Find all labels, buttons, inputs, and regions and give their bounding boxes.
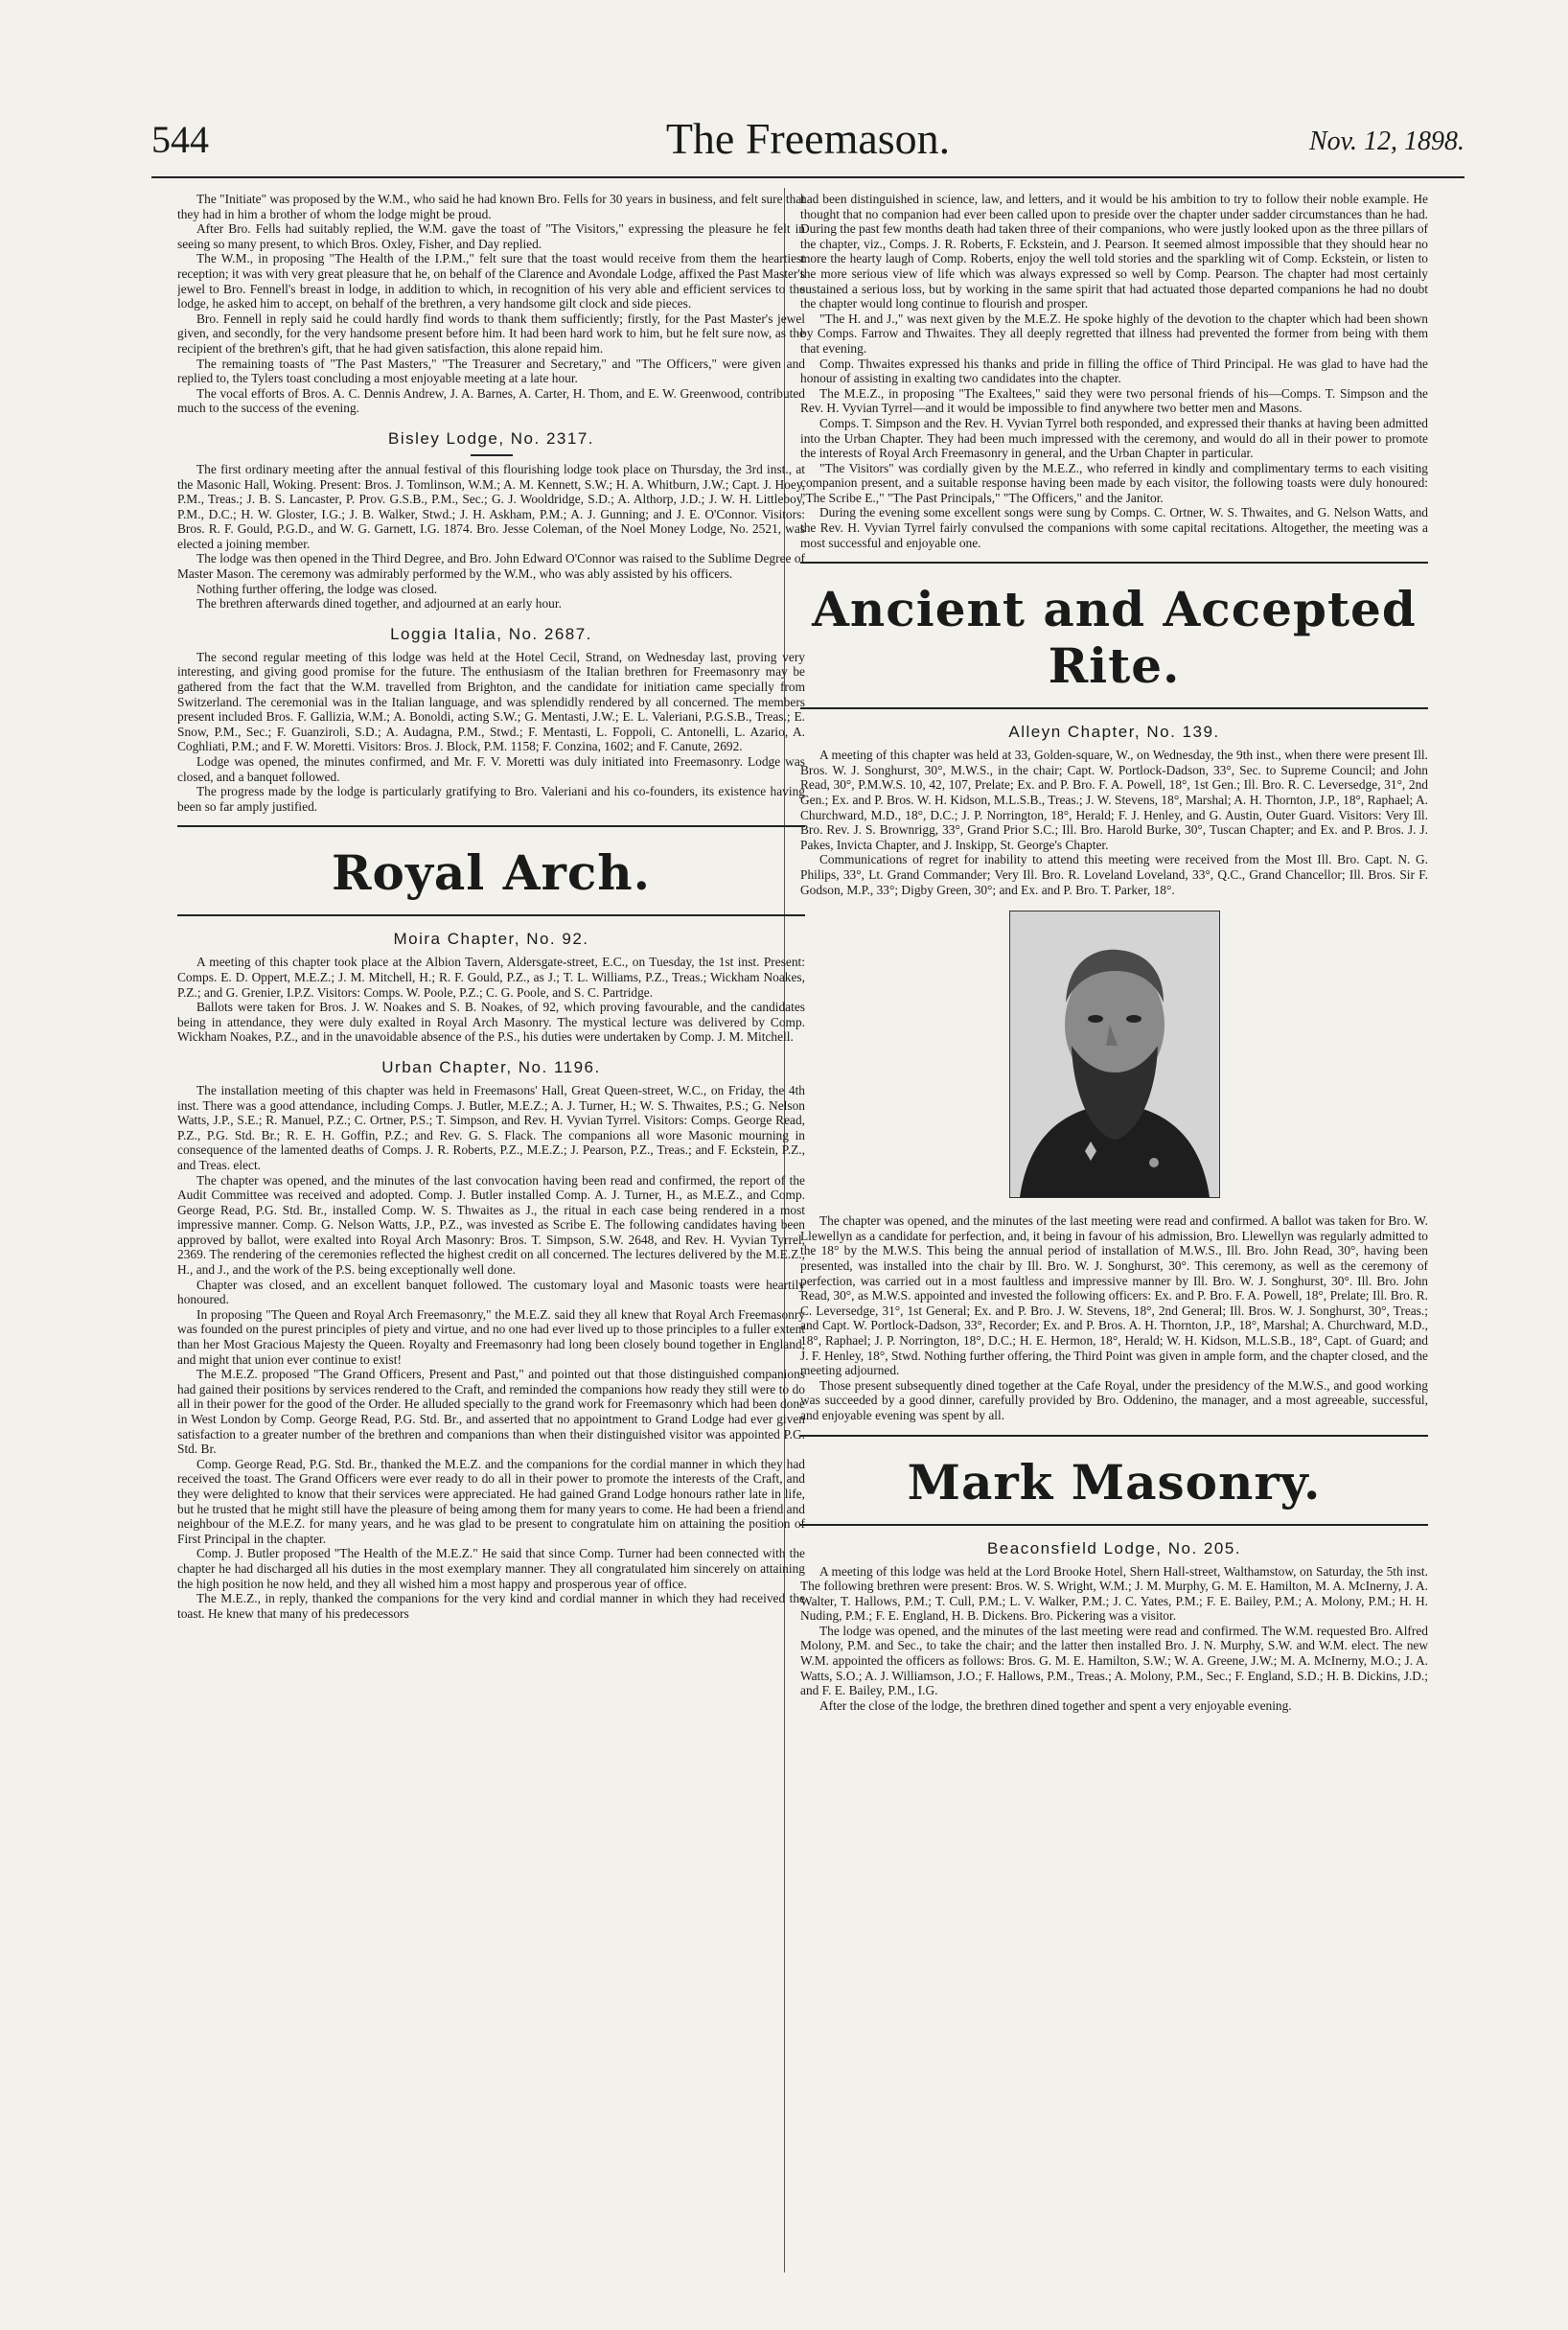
heading-rule xyxy=(471,454,513,456)
paragraph: The installation meeting of this chapter was held in Freemasons' Hall, Great Queen-street, W.C., on Friday, the 4th inst. There was a good attendance, including Comps. J. Butler, M.E.Z.; A. J. Turner, H.; W. S. Thwaites, P.S.; G. Nelson Watts, J.P., S.E.; R. Manuel, P.Z.; C. Ortner, P.S.; T. Simpson, and Rev. H. Vyvian Tyrrel. Visitors: Comps. George Read, P.Z., P.G. Std. Br.; R. E. H. Goffin, P.Z.; and Rev. G. S. Flack. The companions all wore Masonic mourning in consequence of the lamented deaths of Comps. J. R. Roberts, P.Z., M.E.Z.; J. Pearson, P.Z., Treas.; and F. Eckstein, P.Z., and Treas. elect. xyxy=(177,1082,805,1172)
page-number: 544 xyxy=(151,118,209,161)
publication-title: The Freemason. xyxy=(665,114,951,163)
paragraph: Comp. J. Butler proposed "The Health of the M.E.Z." He said that since Comp. Turner had been connected with the chapter he had discharged all his duties in the most exemplary manner. They all congratulated him sincerely on attaining the high position he now held, and they all wished him a most happy and prosperous year of office. xyxy=(177,1546,805,1591)
paragraph: During the evening some excellent songs were sung by Comps. C. Ortner, W. S. Thwaites, and G. Nelson Watts, and the Rev. H. Vyvian Tyrrel fairly convulsed the companions with some capital recitations. Altogether, the meeting was a most successful and enjoyable one. xyxy=(800,505,1428,550)
alleyn-chapter-heading: Alleyn Chapter, No. 139. xyxy=(1008,723,1220,742)
paragraph: Ballots were taken for Bros. J. W. Noakes and S. B. Noakes, of 92, which proving favourable, and the candidates being in attendance, they were duly exalted in Royal Arch Masonry. The mystical lecture was delivered by Comp. Wickham Noakes, P.Z., and in the unavoidable absence of the P.S., his duties were undertaken by Comp. J. M. Mitchell. xyxy=(177,1000,805,1045)
masthead xyxy=(151,114,1464,176)
paragraph: "The Visitors" was cordially given by the M.E.Z., who referred in kindly and complimentary terms to each visiting companion present, and a suitable response having been made by each visitor, the following toasts were duly honoured: "The Scribe E.," "The Past Principals," "The Officers," and the Janitor. xyxy=(800,460,1428,505)
paragraph: The chapter was opened, and the minutes of the last convocation having been read and confirmed, the report of the Audit Committee was received and adopted. Comp. J. Butler installed Comp. A. J. Turner, H., as M.E.Z., and Comp. George Read, P.G. Std. Br., installed Comp. W. S. Thwaites as J., the ritual in each case being rendered in a most impressive manner. Comp. G. Nelson Watts, J.P., P.Z., was invested as Scribe E. The following candidates having been approved by ballot, were exalted into Royal Arch Masonry: Bros. T. Simpson, S.W. 2648, and Rev. H. Vyvian Tyrrel, 2369. The rendering of the ceremonies reflected the highest credit on all concerned. The lectures delivered by the M.E.Z., H., and J., and the work of the P.S. being exceptionally well done. xyxy=(177,1172,805,1278)
paragraph: had been distinguished in science, law, and letters, and it would be his ambition to try to follow their noble example. He thought that no companion had ever been called upon to preside over the chapter under sadder circumstances than he had. During the past few months death had taken three of their companions, who were justly looked upon as the three pillars of the chapter, viz., Comps. J. R. Roberts, F. Eckstein, and J. Pearson. It seemed almost impossible that they should hear no more the hearty laugh of Comp. Roberts, enjoy the well told stories and the sparkling wit of Comp. Eckstein, or listen to the more serious view of life which was always expressed so well by Comp. Pearson. The chapter had most certainly sustained a serious loss, but by working in the same spirit that had actuated those departed companions he had no doubt the chapter would long continue to flourish and prosper. xyxy=(800,192,1428,311)
paragraph: "The H. and J.," was next given by the M.E.Z. He spoke highly of the devotion to the chapter which had been shown by Comps. Farrow and Thwaites. They all deeply regretted that illness had prevented the former from being with them that evening. xyxy=(800,311,1428,356)
paragraph: The remaining toasts of "The Past Masters," "The Treasurer and Secretary," and "The Officers," were given and replied to, the Tylers toast concluding a most enjoyable meeting at a late hour. xyxy=(177,356,805,386)
paragraph: The "Initiate" was proposed by the W.M., who said he had known Bro. Fells for 30 years in business, and felt sure that they had in him a brother of whom the lodge might be proud. xyxy=(177,192,805,221)
paragraph: The lodge was opened, and the minutes of the last meeting were read and confirmed. The W.M. requested Bro. Alfred Molony, P.M. and Sec., to take the chair; and the latter then installed Bro. J. N. Murphy, S.W. and W.M. elect. The new W.M. appointed the officers as follows: Bros. G. M. E. Hamilton, S.W.; W. A. Greene, J.W.; M. A. McInerny, M.O.; J. A. Watts, S.O.; A. J. Williamson, J.O.; F. Hallows, P.M., Treas.; A. Molony, P.M., Sec.; F. England, S.D.; H. B. Dickins, J.D.; and F. E. Bailey, P.M., I.G. xyxy=(800,1623,1428,1698)
left-column xyxy=(177,192,805,2272)
paragraph: Communications of regret for inability to attend this meeting were received from the Most Ill. Bro. Capt. N. G. Philips, 33°, Lt. Grand Commander; Very Ill. Bro. R. Loveland Loveland, 33°, Q.C., Grand Chancellor; Ill. Bros. Sir F. Godson, M.P., 33°; Digby Green, 30°; and Ex. and P. Bro. T. Parker, 18°. xyxy=(800,852,1428,897)
bearded-man-portrait xyxy=(1010,911,1219,1197)
royal-arch-heading: Royal Arch. xyxy=(331,844,652,902)
paragraph: A meeting of this chapter was held at 33, Golden-square, W., on Wednesday, the 9th inst., when there were present Ill. Bros. W. J. Songhurst, 30°, M.W.S., in the chair; Capt. W. Portlock-Dadson, 33°, Sec. to Supreme Council; and John Read, 30°, P.M.W.S. 10, 42, 107, Prelate; Ex. and P. Bro. F. A. Powell, 18°, 1st Gen.; Ill. Bro. R. C. Leversedge, 31°, 2nd Gen.; Ex. and P. Bros. W. H. Kidson, M.L.S.B., Treas.; J. W. Stevens, 18°, Marshal; A. H. Thornton, J.P., 18°, Raphael; A. Churchward, M.D., 18°, D.C.; J. P. Norrington, 18°, Herald; F. J. Henley, and G. Austin, Outer Guard. Visitors: Very Ill. Bro. Rev. J. S. Brownrigg, 33°, Grand Prior S.C.; Ill. Bro. Harold Burke, 30°, Tuscan Chapter; and Ex. and P. Bros. J. J. Pakes, Invicta Chapter, and J. Inskipp, St. George's Chapter. xyxy=(800,748,1428,852)
paragraph: The first ordinary meeting after the annual festival of this flourishing lodge took place on Thursday, the 3rd inst., at the Masonic Hall, Woking. Present: Bros. J. Tomlinson, W.M.; A. M. Kennett, S.W.; H. A. Whitburn, J.W.; Capt. J. Hoey, P.M., Treas.; J. B. S. Lancaster, P. Prov. G.S.B., P.M., Sec.; G. J. Wooldridge, S.D.; A. Althorp, J.D.; J. W. H. Littleboy, P.M., D.C.; H. W. Gloster, I.G.; J. B. Walker, Stwd.; J. H. Askham, P.M.; A. J. Gunning; and J. E. O'Connor. Visitors: Bros. R. F. Gould, P.G.D., and W. G. Garnett, I.G. 1874. Bro. Jesse Coleman, of the Noel Money Lodge, No. 2521, was elected a joining member. xyxy=(177,461,805,551)
paragraph: The progress made by the lodge is particularly gratifying to Bro. Valeriani and his co-founders, its existence having been so far amply justified. xyxy=(177,784,805,814)
paragraph: Comp. Thwaites expressed his thanks and pride in filling the office of Third Principal. He was glad to have had the honour of assisting in exalting two candidates into the chapter. xyxy=(800,356,1428,386)
paragraph: The second regular meeting of this lodge was held at the Hotel Cecil, Strand, on Wednesday last, proving very interesting, and giving good promise for the future. The enthusiasm of the Italian brethren for Freemasonry may be gathered from the fact that the W.M. travelled from Brighton, and the candidate for initiation came specially from Switzerland. The ceremonial was in the Italian language, and was splendidly rendered by all concerned. The members present included Bros. F. Gallizia, W.M.; A. Bonoldi, acting S.W.; G. Mentasti, J.W.; E. L. Valeriani, P.G.S.B., Treas.; E. Snow, P.M., Sec.; F. Guanziroli, S.D.; A. Audagna, P.M., Stwd.; F. Mentasti, L. Foppoli, C. Antonelli, L. Azario, A. Coghliati, P.M.; and F. W. Moretti. Visitors: Bros. J. Block, P.M. 1158; F. Conzina, 1602; and F. Canute, 2692. xyxy=(177,649,805,754)
loggia-italia-heading: Loggia Italia, No. 2687. xyxy=(390,624,592,643)
paragraph: Lodge was opened, the minutes confirmed, and Mr. F. V. Moretti was duly initiated into Freemasonry. Lodge was closed, and a banquet followed. xyxy=(177,754,805,784)
paragraph: After Bro. Fells had suitably replied, the W.M. gave the toast of "The Visitors," expressing the pleasure he felt in seeing so many present, to which Bros. Oxley, Fisher, and Day replied. xyxy=(177,221,805,251)
paragraph: The W.M., in proposing "The Health of the I.P.M.," felt sure that the toast would receive from them the heartiest reception; it was with very great pleasure that he, on behalf of the Clarence and Avondale Lodge, affixed the Past Master's jewel to Bro. Fennell's breast in lodge, in addition to which, in recognition of his very able and efficient services to the lodge, he asked him to accept, on behalf of the brethren, a very handsome gilt clock and side pieces. xyxy=(177,251,805,311)
issue-date: Nov. 12, 1898. xyxy=(1308,127,1464,156)
moira-chapter-heading: Moira Chapter, No. 92. xyxy=(393,930,589,949)
paragraph: The chapter was opened, and the minutes of the last meeting were read and confirmed. A ballot was taken for Bro. W. Llewellyn as a candidate for perfection, and, it being in favour of his admission, Bro. Llewellyn was regularly admitted to the 18° by the M.W.S. This being the annual period of installation of M.W.S., Ill. Bro. John Read, 30°, having been presented, was installed into the chair by Ill. Bro. W. J. Songhurst, 30°. This ceremony, as well as the ceremony of perfection, was carried out in a most faultless and impressive manner by Ill. Bro. W. J. Songhurst, 30°. Ill. Bro. John Read, 30°, as M.W.S. appointed and invested the following officers: Ex. and P. Bro. F. A. Powell, 18°, Prelate; Ill. Bro. R. C. Leversedge, 31°, 1st General; Ex. and P. Bro. J. W. Stevens, 18°, 2nd General; Ill. Bros. W. J. Songhurst, 30°, Treas.; and Capt. W. Portlock-Dadson, 33°, Recorder; Ex. and P. Bros. A. H. Thornton, J.P., 18°, Marshal; A. Churchward, M.D., 18°, Raphael; J. P. Norrington, 18°, D.C.; H. E. Hermon, 18°, Herald; W. H. Kidson, M.L.S.B., 18°, Capt. of Guard; and J. F. Henley, 18°, Stwd. Nothing further offering, the Third Point was given in ample form, and the chapter closed, and the meeting adjourned. xyxy=(800,1213,1428,1378)
bisley-lodge-heading: Bisley Lodge, No. 2317. xyxy=(387,428,594,448)
paragraph: A meeting of this chapter took place at the Albion Tavern, Aldersgate-street, E.C., on Tuesday, the 1st inst. Present: Comps. E. D. Oppert, M.E.Z.; J. M. Mitchell, H.; R. F. Gould, P.Z., as J.; T. L. Williams, P.Z., Treas.; Wickham Noakes, P.Z.; and G. Grenier, I.P.Z. Visitors: Comps. W. Poole, P.Z.; C. G. Poole, and S. C. Partridge. xyxy=(177,955,805,1000)
paragraph: Comps. T. Simpson and the Rev. H. Vyvian Tyrrel both responded, and expressed their thanks at having been admitted into the Urban Chapter. They had been much impressed with the ceremony, and would do all in their power to promote the interests of Royal Arch Freemasonry in general, and the Urban Chapter in particular. xyxy=(800,415,1428,461)
ancient-accepted-rite-heading: Ancient and Accepted Rite. xyxy=(812,581,1417,695)
paragraph: The lodge was then opened in the Third Degree, and Bro. John Edward O'Connor was raised to the Sublime Degree of Master Mason. The ceremony was admirably performed by the W.M., who was ably assisted by his officers. xyxy=(177,551,805,582)
paragraph: Comp. George Read, P.G. Std. Br., thanked the M.E.Z. and the companions for the cordial manner in which they had received the toast. The Grand Officers were ever ready to do all in their power to promote the interests of the Craft, and they were delighted to know that their services were appreciated. He had gained Grand Lodge honours rather late in life, but he trusted that he might still have the pleasure of being among them for many years to come. He had been a friend and neighbour of the M.E.Z. for many years, and he was glad to be present to congratulate him on attaining the position of First Principal in the chapter. xyxy=(177,1456,805,1546)
paragraph: Bro. Fennell in reply said he could hardly find words to thank them sufficiently; firstly, for the Past Master's jewel given, and secondly, for the very handsome present before him. It had been hard work to him, but he felt sure now, as the recipient of the brethren's gift, that he had given satisfaction, this alone repaid him. xyxy=(177,311,805,356)
paragraph: In proposing "The Queen and Royal Arch Freemasonry," the M.E.Z. said they all knew that Royal Arch Freemasonry was founded on the purest principles of piety and virtue, and no one had ever lived up to those principles to a fuller extent than her Most Gracious Majesty the Queen. Royalty and Freemasonry had long been closely bound together in England, and might that union ever continue to exist! xyxy=(177,1306,805,1367)
paragraph: Nothing further offering, the lodge was closed. xyxy=(196,581,438,596)
paragraph: The brethren afterwards dined together, and adjourned at an early hour. xyxy=(196,596,562,611)
paragraph: The M.E.Z., in proposing "The Exaltees," said they were two personal friends of his—Comps. T. Simpson and the Rev. H. Vyvian Tyrrel—and it would be impossible to find anywhere two better men and Masons. xyxy=(800,385,1428,416)
paragraph: The vocal efforts of Bros. A. C. Dennis Andrew, J. A. Barnes, A. Carter, H. Thom, and E. W. Greenwood, contributed much to the success of the evening. xyxy=(177,385,805,416)
paragraph: A meeting of this lodge was held at the Lord Brooke Hotel, Shern Hall-street, Walthamstow, on Saturday, the 5th inst. The following brethren were present: Bros. W. S. Wright, W.M.; J. M. Murphy, G. M. E. Hamilton, M. A. McInerny, J. A. Walter, T. Hallows, P.M.; T. Cull, P.M.; L. V. Walker, P.M.; J. C. Yates, P.M.; F. E. Bailey, P.M.; A. Molony, P.M.; H. H. Nuding, P.M.; F. E. England, H. B. Dickens. Bro. Pickering was a visitor. xyxy=(800,1563,1428,1624)
paragraph: Chapter was closed, and an excellent banquet followed. The customary loyal and Masonic toasts were heartily honoured. xyxy=(177,1277,805,1307)
beaconsfield-lodge-heading: Beaconsfield Lodge, No. 205. xyxy=(986,1538,1242,1557)
paragraph: Those present subsequently dined together at the Cafe Royal, under the presidency of the M.W.S., and good working was succeeded by a good dinner, carefully provided by Bro. Oddenino, the manager, and a most agreeable, successful, and enjoyable evening was spent by all. xyxy=(800,1377,1428,1422)
right-column xyxy=(800,192,1428,2272)
royal-arch-section xyxy=(177,825,805,916)
paragraph: The M.E.Z., in reply, thanked the companions for the very kind and cordial manner in which they had received the toast. He knew that many of his predecessors xyxy=(177,1591,805,1621)
paragraph: The M.E.Z. proposed "The Grand Officers, Present and Past," and pointed out that those distinguished companions had gained their positions by services rendered to the Craft, and reminded the companions how ready they still were to do all in their power for the good of the Order. He alluded specially to the grand work for Freemasonry which had been done in West London by Comp. George Read, P.G. Std. Br., and asserted that no appointment to Grand Lodge had ever given satisfaction to a greater number of the brethren and companions than when their distinguished visitor was appointed P.G. Std. Br. xyxy=(177,1367,805,1457)
masthead-rule xyxy=(151,176,1464,178)
urban-chapter-heading: Urban Chapter, No. 1196. xyxy=(381,1057,601,1076)
mark-masonry-section xyxy=(800,1435,1428,1526)
ancient-accepted-rite-section xyxy=(800,562,1428,709)
paragraph: After the close of the lodge, the brethren dined together and spent a very enjoyable evening. xyxy=(819,1697,1292,1713)
mark-masonry-heading: Mark Masonry. xyxy=(907,1453,1322,1511)
portrait-photo xyxy=(1009,911,1220,1198)
